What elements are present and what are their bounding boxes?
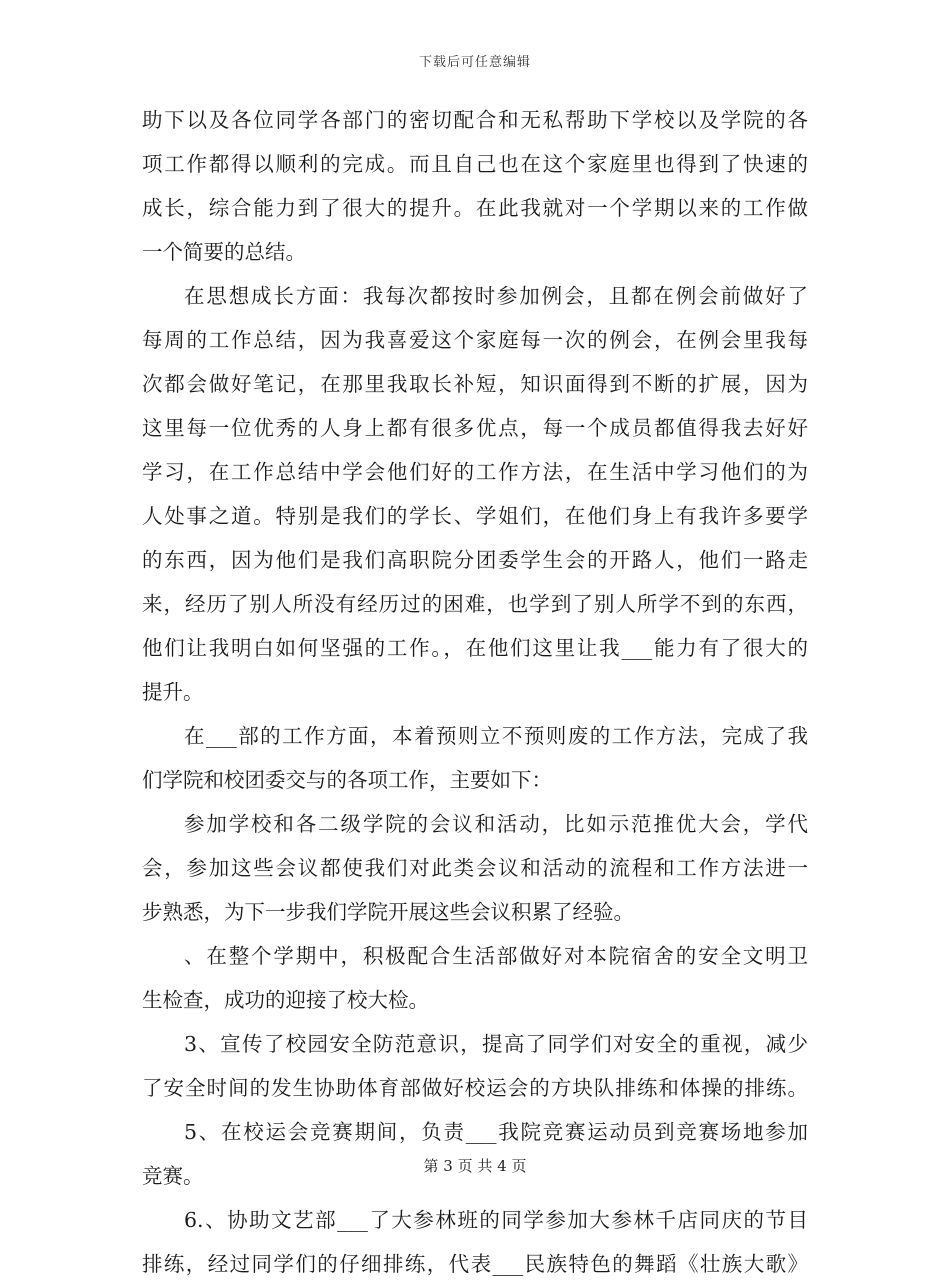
text-line: 步熟悉，为下一步我们学院开展这些会议积累了经验。 — [142, 900, 634, 924]
paragraph-start-line: 参加学校和各二级学院的会议和活动，比如示范推优大会，学代 — [184, 812, 808, 836]
page-footer: 第 3 页 共 4 页 — [423, 1157, 527, 1175]
text-line: 项工作都得以顺利的完成。而且自己也在这个家庭里也得到了快速的 — [142, 152, 808, 176]
text-line: 一个简要的总结。 — [142, 240, 306, 264]
paragraph-start-line: 、在整个学期中，积极配合生活部做好对本院宿舍的安全文明卫 — [184, 944, 808, 968]
text-line: 学习，在工作总结中学会他们好的工作方法，在生活中学习他们的为 — [142, 460, 808, 484]
document-body — [142, 98, 808, 1286]
text-line: 次都会做好笔记，在那里我取长补短，知识面得到不断的扩展，因为 — [142, 372, 808, 396]
paragraph-start-line: 6.、协助文艺部___了大参林班的同学参加大参林千店同庆的节目 — [184, 1208, 808, 1232]
text-line: 会，参加这些会议都使我们对此类会议和活动的流程和工作方法进一 — [142, 856, 808, 880]
text-line: 排练，经过同学们的仔细排练，代表___民族特色的舞蹈《壮族大歌》 — [142, 1252, 808, 1276]
text-line: 生检查，成功的迎接了校大检。 — [142, 988, 429, 1012]
text-line: 他们让我明白如何坚强的工作。，在他们这里让我___能力有了很大的 — [142, 636, 808, 660]
text-line: 来，经历了别人所没有经历过的困难，也学到了别人所学不到的东西， — [142, 592, 808, 616]
paragraph-start-line: 3、宣传了校园安全防范意识，提高了同学们对安全的重视，减少 — [184, 1032, 808, 1056]
page-header: 下载后可任意编辑 — [418, 55, 531, 70]
text-line: 们学院和校团委交与的各项工作，主要如下： — [142, 768, 552, 792]
text-line: 了安全时间的发生协助体育部做好校运会的方块队排练和体操的排练。 — [142, 1076, 808, 1100]
text-line: 提升。 — [142, 680, 204, 704]
text-line: 人处事之道。特别是我们的学长、学姐们，在他们身上有我许多要学 — [142, 504, 808, 528]
text-line: 竞赛。 — [142, 1164, 204, 1188]
text-line: 成长，综合能力到了很大的提升。在此我就对一个学期以来的工作做 — [142, 196, 808, 220]
text-line: 这里每一位优秀的人身上都有很多优点，每一个成员都值得我去好好 — [142, 416, 808, 440]
text-line: 的东西，因为他们是我们高职院分团委学生会的开路人，他们一路走 — [142, 548, 808, 572]
paragraph-start-line: 在思想成长方面：我每次都按时参加例会，且都在例会前做好了 — [184, 284, 808, 308]
paragraph-start-line: 5、在校运会竞赛期间，负责___我院竞赛运动员到竞赛场地参加 — [184, 1120, 808, 1144]
paragraph-start-line: 在___部的工作方面，本着预则立不预则废的工作方法，完成了我 — [184, 724, 808, 748]
text-line: 每周的工作总结，因为我喜爱这个家庭每一次的例会，在例会里我每 — [142, 328, 808, 352]
text-line: 助下以及各位同学各部门的密切配合和无私帮助下学校以及学院的各 — [142, 108, 808, 132]
